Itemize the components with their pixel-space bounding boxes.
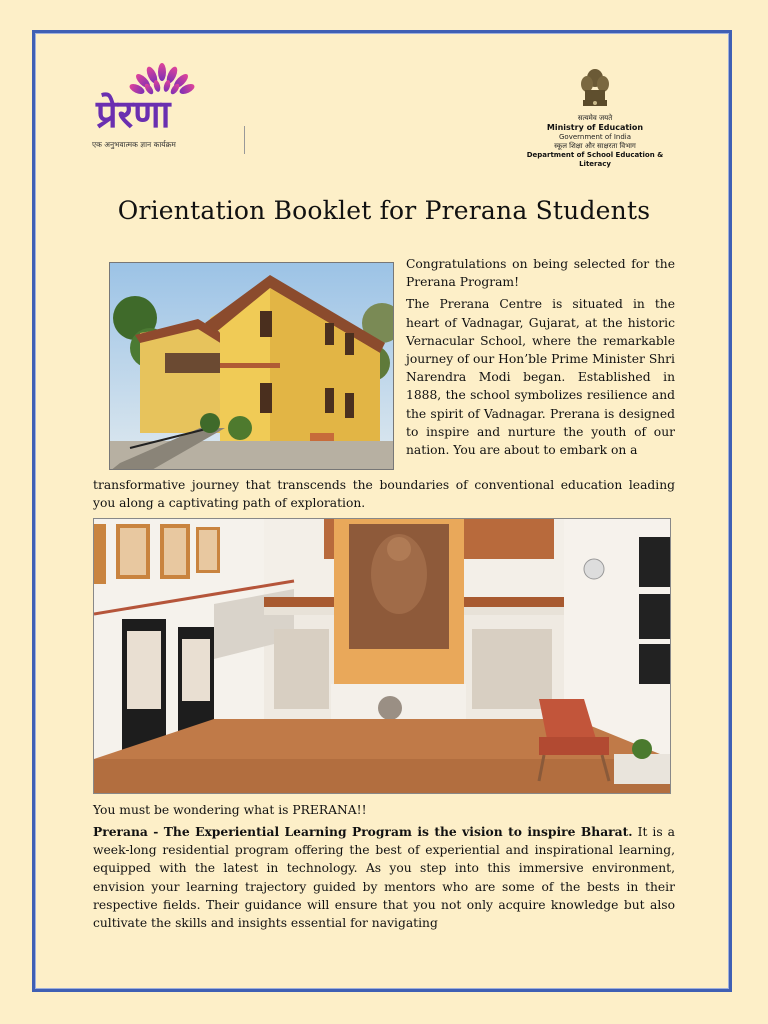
centre-description: The Prerana Centre is situated in the heart of Vadnagar, Gujarat, at the historic Vernacular School, where the remarkable journey of our Hon’ble Prime Minister Shri Narendra Modi began. Established in 1888, the school symbolizes resilience and the spirit of Vadnagar. Prerana is designed to inspire and nurture the youth of our nation. You are about to embark on a — [406, 297, 675, 458]
congratulations-text: Congratulations on being selected for the Prerana Program! — [406, 257, 675, 290]
emblem-motto: सत्यमेव जयते — [577, 114, 613, 122]
intro-continued: transformative journey that transcends the boundaries of conventional education leading you along a captivating path of exploration. — [93, 478, 675, 511]
department-english: Department of School Education & Literacy — [526, 151, 664, 168]
department-hindi: स्कूल शिक्षा और साक्षरता विभाग — [554, 142, 636, 150]
brand-text: प्रेरणा — [96, 92, 171, 136]
page-title: Orientation Booklet for Prerana Students — [117, 196, 651, 225]
vision-body: It is a week-long residential program offering the best of experiential and inspirational learning, equipped with the latest in technology. As you step into this immersive environment, envision your learning trajectory guided by mentors who are some of the bests in their respective fields. Their guidance will ensure that you not only acquire knowledge but also cultivate the skills and insights essential for navigating — [93, 825, 675, 931]
vision-paragraph — [93, 823, 675, 932]
ministry-name: Ministry of Education — [546, 123, 644, 132]
government-label: Government of India — [558, 133, 632, 141]
national-emblem-icon — [575, 66, 615, 110]
ministry-logo — [510, 66, 680, 168]
prerana-logo — [92, 56, 252, 156]
question-line: You must be wondering what is PRERANA!! — [93, 803, 367, 817]
vision-bold-lead: Prerana - The Experiential Learning Program is the vision to inspire Bharat. — [93, 824, 633, 839]
logo-divider — [244, 126, 245, 154]
intro-right-column — [406, 255, 675, 463]
brand-tagline: एक अनुभवात्मक ज्ञान कार्यक्रम — [92, 140, 176, 149]
centre-interior-photo — [93, 518, 671, 794]
school-building-photo — [109, 262, 394, 470]
